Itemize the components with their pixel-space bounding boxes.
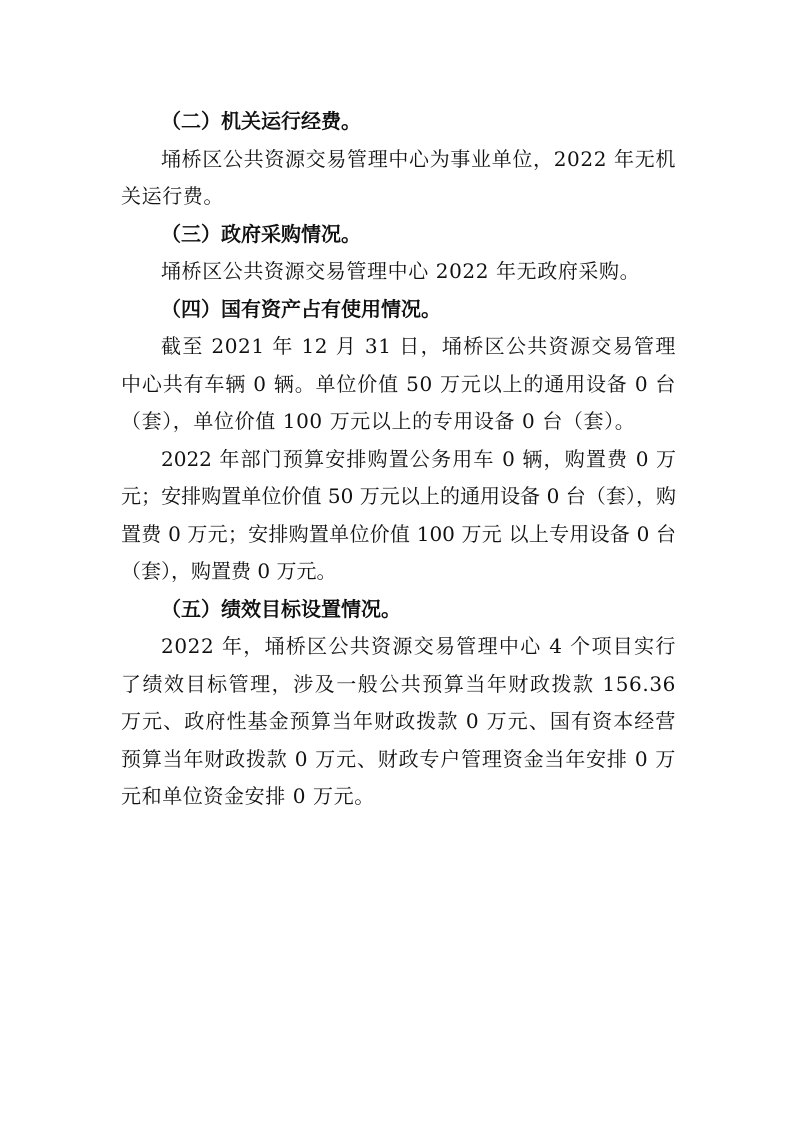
paragraph-government-procurement: 埇桥区公共资源交易管理中心 2022 年无政府采购。 bbox=[161, 259, 641, 283]
section-heading-performance-targets: （五）绩效目标设置情况。 bbox=[161, 596, 401, 621]
document-body bbox=[121, 103, 676, 816]
paragraph-operating-expenses: 埇桥区公共资源交易管理中心为事业单位，2022 年无机关运行费。 bbox=[121, 146, 676, 208]
paragraph-state-assets-holdings: 截至 2021 年 12 月 31 日，埇桥区公共资源交易管理中心共有车辆 0 辆。单位价值 50 万元以上的通用设备 0 台（套），单位价值 100 万元以上的专用设备 0 台（套）。 bbox=[121, 334, 676, 433]
paragraph-performance-targets: 2022 年，埇桥区公共资源交易管理中心 4 个项目实行了绩效目标管理，涉及一般公共预算当年财政拨款 156.36 万元、政府性基金预算当年财政拨款 0 万元、国有资本经营预算当年财政拨款 0 万元、财政专户管理资金当年安排 0 万元和单位资金安排 0 万元。 bbox=[121, 634, 676, 808]
section-heading-government-procurement: （三）政府采购情况。 bbox=[161, 221, 361, 246]
section-heading-state-assets: （四）国有资产占有使用情况。 bbox=[161, 296, 441, 321]
section-heading-operating-expenses: （二）机关运行经费。 bbox=[161, 109, 361, 133]
paragraph-state-assets-budget: 2022 年部门预算安排购置公务用车 0 辆，购置费 0 万元；安排购置单位价值 50 万元以上的通用设备 0 台（套），购置费 0 万元；安排购置单位价值 100 万元 以上专用设备 0 台（套），购置费 0 万元。 bbox=[121, 446, 676, 583]
